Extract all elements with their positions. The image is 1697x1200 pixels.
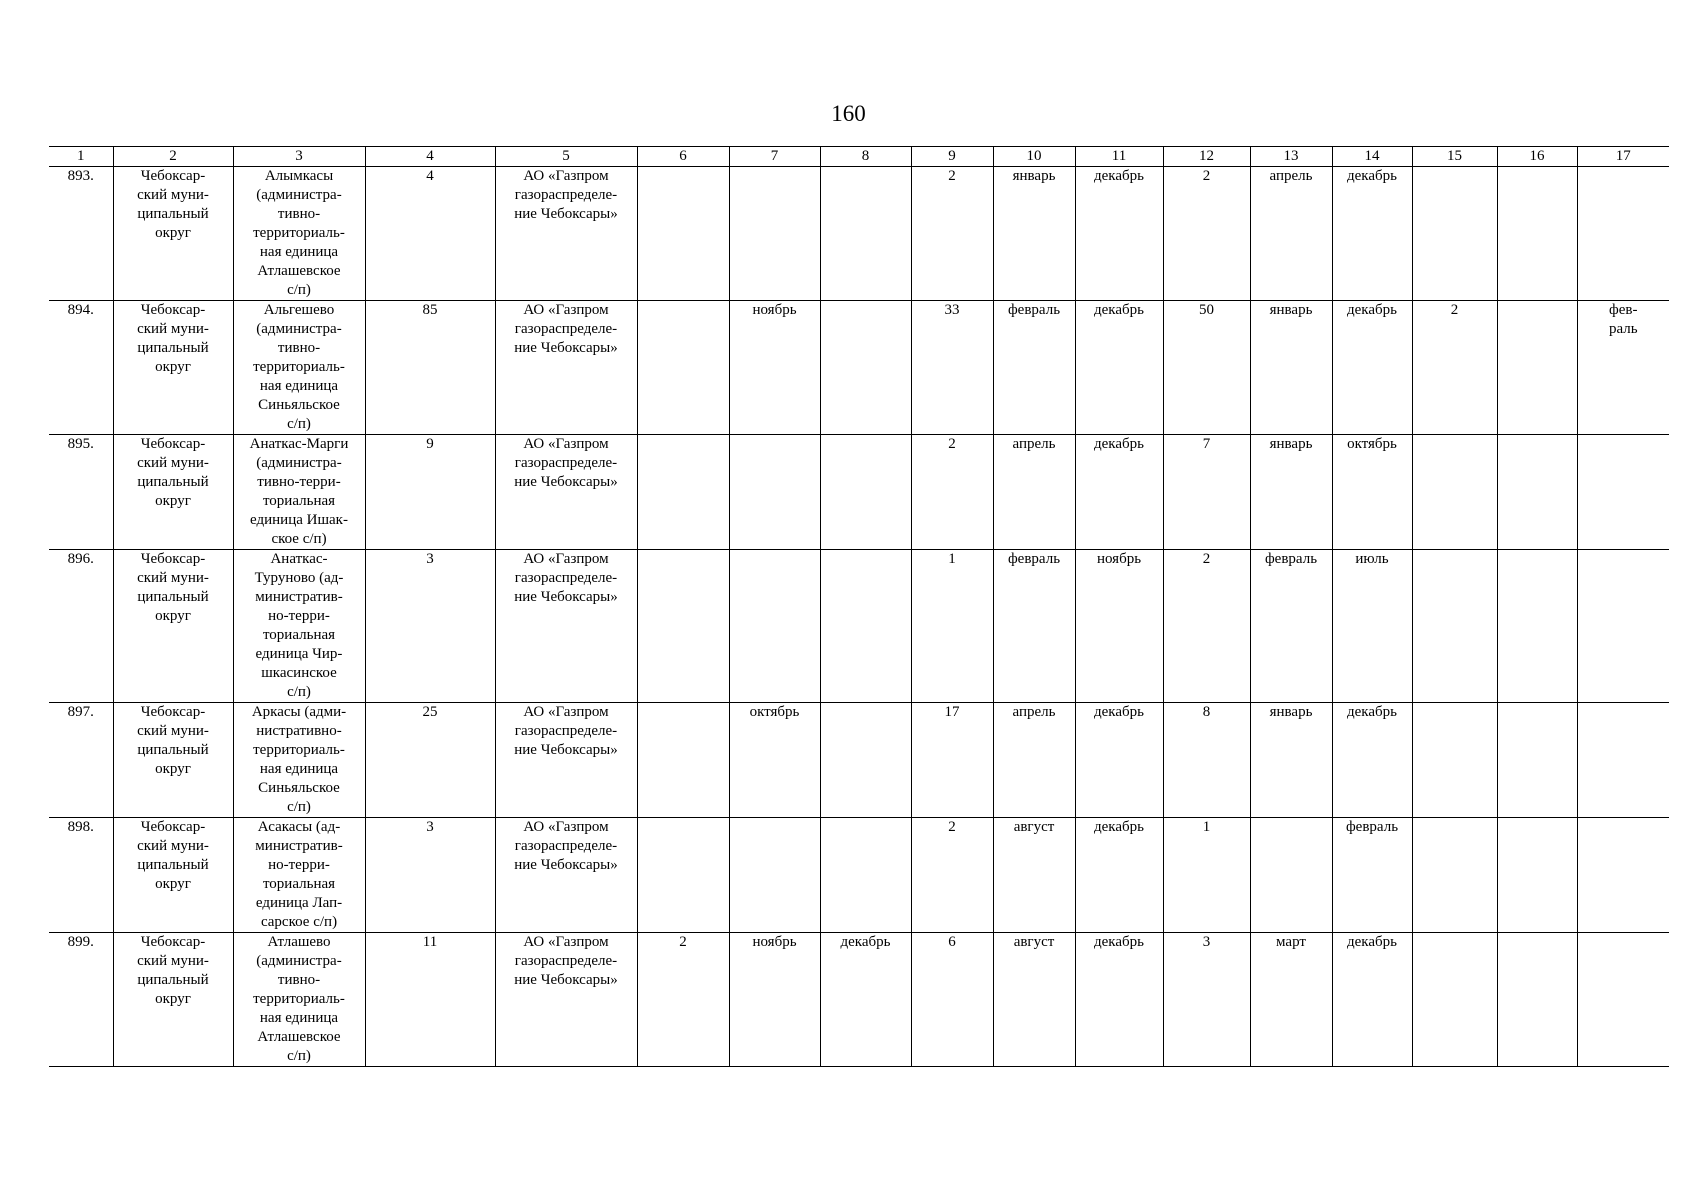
col16-cell (1497, 818, 1577, 933)
col12-cell: 2 (1163, 550, 1250, 703)
column-number: 12 (1163, 147, 1250, 167)
column-number: 17 (1577, 147, 1669, 167)
col9-cell: 2 (911, 435, 993, 550)
col7-cell: ноябрь (729, 301, 820, 435)
col17-cell (1577, 818, 1669, 933)
col14-cell: декабрь (1332, 301, 1412, 435)
col6-cell (637, 435, 729, 550)
gasification-schedule-table (49, 146, 1669, 1067)
col11-cell: декабрь (1075, 703, 1163, 818)
col15-cell (1412, 167, 1497, 301)
row-number: 899. (49, 933, 113, 1067)
col9-cell: 2 (911, 818, 993, 933)
table-row (49, 550, 1669, 703)
col6-cell (637, 550, 729, 703)
col8-cell (820, 550, 911, 703)
col7-cell (729, 550, 820, 703)
col14-cell: декабрь (1332, 933, 1412, 1067)
locality-cell: Альгешево (администра- тивно- территориаль- ная единица Синьяльское с/п) (233, 301, 365, 435)
column-number: 14 (1332, 147, 1412, 167)
district-cell: Чебоксар- ский муни- ципальный округ (113, 301, 233, 435)
district-cell: Чебоксар- ский муни- ципальный округ (113, 167, 233, 301)
col4-cell: 11 (365, 933, 495, 1067)
col16-cell (1497, 550, 1577, 703)
table-header (49, 147, 1669, 167)
column-number: 4 (365, 147, 495, 167)
district-cell: Чебоксар- ский муни- ципальный округ (113, 933, 233, 1067)
column-number: 9 (911, 147, 993, 167)
col11-cell: декабрь (1075, 435, 1163, 550)
col17-cell (1577, 435, 1669, 550)
row-number: 893. (49, 167, 113, 301)
column-number: 8 (820, 147, 911, 167)
col17-cell (1577, 703, 1669, 818)
organization-cell: АО «Газпром газораспределе- ние Чебоксары» (495, 301, 637, 435)
col8-cell (820, 703, 911, 818)
column-number: 16 (1497, 147, 1577, 167)
col4-cell: 3 (365, 550, 495, 703)
col7-cell (729, 167, 820, 301)
table-row (49, 703, 1669, 818)
col8-cell (820, 435, 911, 550)
col10-cell: август (993, 818, 1075, 933)
column-number: 11 (1075, 147, 1163, 167)
col12-cell: 50 (1163, 301, 1250, 435)
col9-cell: 1 (911, 550, 993, 703)
col16-cell (1497, 933, 1577, 1067)
table-body (49, 167, 1669, 1067)
organization-cell: АО «Газпром газораспределе- ние Чебоксары» (495, 435, 637, 550)
district-cell: Чебоксар- ский муни- ципальный округ (113, 818, 233, 933)
table-row (49, 818, 1669, 933)
col13-cell: январь (1250, 301, 1332, 435)
col17-cell (1577, 550, 1669, 703)
col14-cell: февраль (1332, 818, 1412, 933)
col8-cell (820, 167, 911, 301)
col9-cell: 6 (911, 933, 993, 1067)
locality-cell: Анаткас- Туруново (ад- министратив- но-терри- ториальная единица Чир- шкасинское с/п) (233, 550, 365, 703)
row-number: 896. (49, 550, 113, 703)
col11-cell: ноябрь (1075, 550, 1163, 703)
locality-cell: Асакасы (ад- министратив- но-терри- ториальная единица Лап- сарское с/п) (233, 818, 365, 933)
col10-cell: апрель (993, 703, 1075, 818)
col13-cell: февраль (1250, 550, 1332, 703)
col13-cell: январь (1250, 703, 1332, 818)
col12-cell: 2 (1163, 167, 1250, 301)
locality-cell: Алымкасы (администра- тивно- территориаль- ная единица Атлашевское с/п) (233, 167, 365, 301)
row-number: 898. (49, 818, 113, 933)
col16-cell (1497, 435, 1577, 550)
col15-cell (1412, 435, 1497, 550)
col8-cell (820, 818, 911, 933)
col9-cell: 17 (911, 703, 993, 818)
col12-cell: 8 (1163, 703, 1250, 818)
col4-cell: 3 (365, 818, 495, 933)
row-number: 894. (49, 301, 113, 435)
column-number: 1 (49, 147, 113, 167)
organization-cell: АО «Газпром газораспределе- ние Чебоксары» (495, 550, 637, 703)
col4-cell: 9 (365, 435, 495, 550)
col17-cell (1577, 167, 1669, 301)
col11-cell: декабрь (1075, 301, 1163, 435)
col10-cell: январь (993, 167, 1075, 301)
col6-cell (637, 167, 729, 301)
organization-cell: АО «Газпром газораспределе- ние Чебоксары» (495, 933, 637, 1067)
col11-cell: декабрь (1075, 818, 1163, 933)
column-number: 13 (1250, 147, 1332, 167)
col4-cell: 4 (365, 167, 495, 301)
col15-cell (1412, 933, 1497, 1067)
organization-cell: АО «Газпром газораспределе- ние Чебоксары» (495, 167, 637, 301)
organization-cell: АО «Газпром газораспределе- ние Чебоксары» (495, 703, 637, 818)
col13-cell: январь (1250, 435, 1332, 550)
col15-cell (1412, 818, 1497, 933)
district-cell: Чебоксар- ский муни- ципальный округ (113, 550, 233, 703)
col10-cell: август (993, 933, 1075, 1067)
col13-cell: апрель (1250, 167, 1332, 301)
column-number: 6 (637, 147, 729, 167)
col7-cell (729, 435, 820, 550)
page-number: 160 (831, 101, 866, 126)
col15-cell (1412, 703, 1497, 818)
col4-cell: 25 (365, 703, 495, 818)
col14-cell: декабрь (1332, 703, 1412, 818)
organization-cell: АО «Газпром газораспределе- ние Чебоксары» (495, 818, 637, 933)
col14-cell: июль (1332, 550, 1412, 703)
col16-cell (1497, 301, 1577, 435)
col13-cell (1250, 818, 1332, 933)
col13-cell: март (1250, 933, 1332, 1067)
column-number: 5 (495, 147, 637, 167)
col9-cell: 33 (911, 301, 993, 435)
col10-cell: февраль (993, 550, 1075, 703)
col6-cell (637, 703, 729, 818)
col11-cell: декабрь (1075, 933, 1163, 1067)
col4-cell: 85 (365, 301, 495, 435)
col12-cell: 1 (1163, 818, 1250, 933)
col11-cell: декабрь (1075, 167, 1163, 301)
col6-cell: 2 (637, 933, 729, 1067)
table-row (49, 301, 1669, 435)
row-number: 897. (49, 703, 113, 818)
col7-cell: ноябрь (729, 933, 820, 1067)
table-row (49, 933, 1669, 1067)
col15-cell: 2 (1412, 301, 1497, 435)
district-cell: Чебоксар- ский муни- ципальный округ (113, 703, 233, 818)
column-number-row (49, 147, 1669, 167)
locality-cell: Аркасы (адми- нистративно- территориаль- ная единица Синьяльское с/п) (233, 703, 365, 818)
column-number: 2 (113, 147, 233, 167)
column-number: 10 (993, 147, 1075, 167)
col14-cell: декабрь (1332, 167, 1412, 301)
locality-cell: Атлашево (администра- тивно- территориаль- ная единица Атлашевское с/п) (233, 933, 365, 1067)
table-row (49, 167, 1669, 301)
col7-cell: октябрь (729, 703, 820, 818)
col10-cell: февраль (993, 301, 1075, 435)
col16-cell (1497, 703, 1577, 818)
col15-cell (1412, 550, 1497, 703)
col17-cell (1577, 933, 1669, 1067)
col12-cell: 7 (1163, 435, 1250, 550)
col16-cell (1497, 167, 1577, 301)
column-number: 7 (729, 147, 820, 167)
col10-cell: апрель (993, 435, 1075, 550)
col7-cell (729, 818, 820, 933)
col8-cell (820, 301, 911, 435)
col17-cell: фев- раль (1577, 301, 1669, 435)
row-number: 895. (49, 435, 113, 550)
column-number: 15 (1412, 147, 1497, 167)
table-row (49, 435, 1669, 550)
col9-cell: 2 (911, 167, 993, 301)
col12-cell: 3 (1163, 933, 1250, 1067)
locality-cell: Анаткас-Марги (администра- тивно-терри- ториальная единица Ишак- ское с/п) (233, 435, 365, 550)
column-number: 3 (233, 147, 365, 167)
col8-cell: декабрь (820, 933, 911, 1067)
col6-cell (637, 818, 729, 933)
col14-cell: октябрь (1332, 435, 1412, 550)
district-cell: Чебоксар- ский муни- ципальный округ (113, 435, 233, 550)
col6-cell (637, 301, 729, 435)
